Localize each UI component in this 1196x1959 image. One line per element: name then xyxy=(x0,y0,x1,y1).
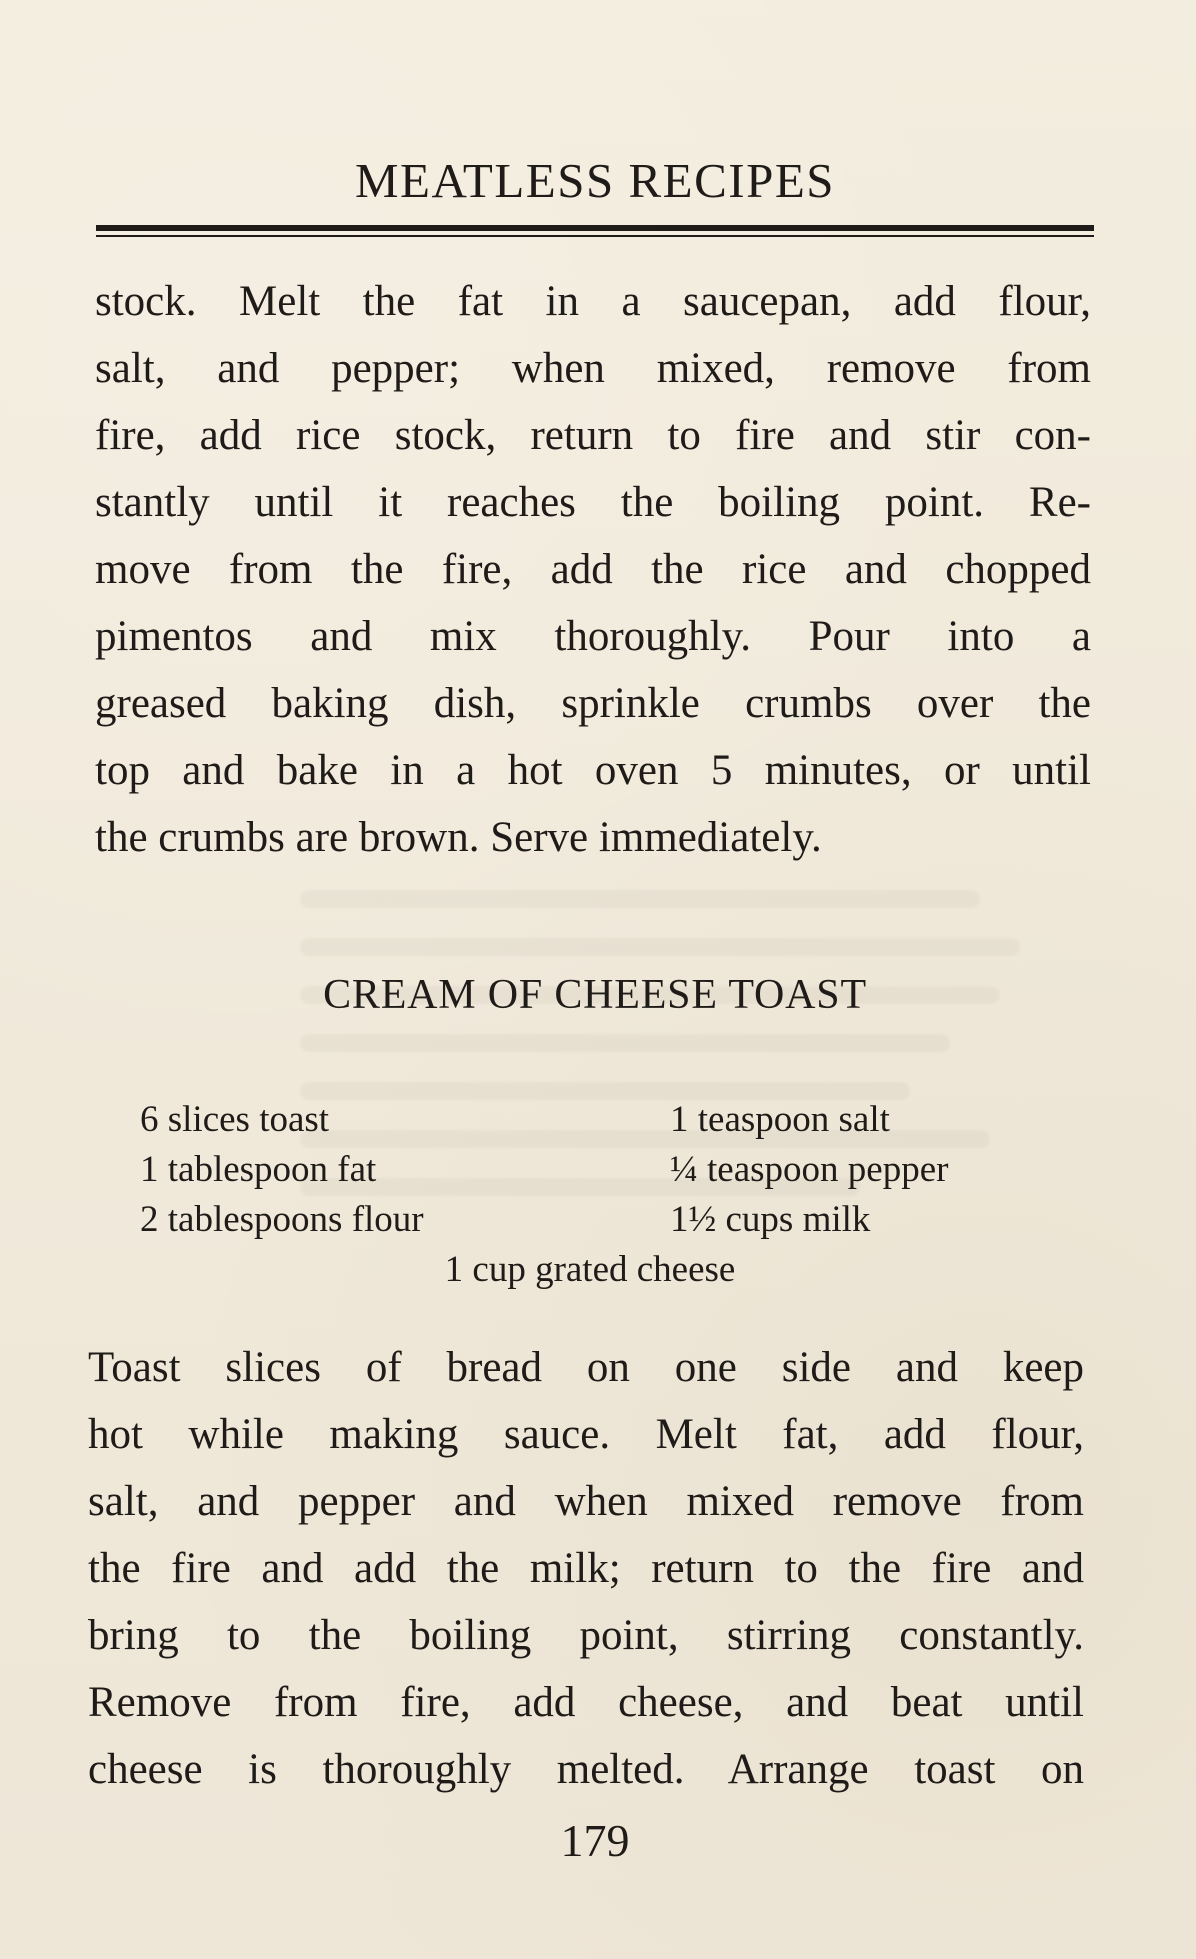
intro-line-7: greased baking dish, sprinkle crumbs over the xyxy=(95,680,1091,727)
header-rule-thick xyxy=(96,225,1094,231)
ingredient-pepper: ¼ teaspoon pepper xyxy=(670,1149,949,1190)
method-line-6: Remove from fire, add cheese, and beat until xyxy=(88,1679,1084,1726)
page-number: 179 xyxy=(560,1815,630,1866)
intro-line-6: pimentos and mix thoroughly. Pour into a xyxy=(95,613,1091,660)
method-line-1: Toast slices of bread on one side and keep xyxy=(88,1344,1084,1391)
ingredient-toast: 6 slices toast xyxy=(140,1099,330,1140)
running-header: MEATLESS RECIPES xyxy=(354,153,836,208)
intro-line-3: fire, add rice stock, return to fire and stir con- xyxy=(95,412,1091,459)
intro-paragraph xyxy=(95,268,1091,871)
method-line-5: bring to the boiling point, stirring constantly. xyxy=(88,1612,1084,1659)
ingredient-cheese: 1 cup grated cheese xyxy=(444,1249,736,1290)
intro-line-2: salt, and pepper; when mixed, remove from xyxy=(95,345,1091,392)
ingredients-list xyxy=(140,1095,1040,1295)
ingredient-flour: 2 tablespoons flour xyxy=(140,1199,424,1240)
method-line-2: hot while making sauce. Melt fat, add flour, xyxy=(88,1411,1084,1458)
method-paragraph xyxy=(88,1334,1084,1803)
header-rule xyxy=(96,225,1094,238)
intro-line-8: top and bake in a hot oven 5 minutes, or until xyxy=(95,747,1091,794)
ingredient-row-2 xyxy=(140,1145,1040,1195)
ingredient-row-1 xyxy=(140,1095,1040,1145)
intro-line-1: stock. Melt the fat in a saucepan, add flour, xyxy=(95,278,1091,325)
recipe-title: CREAM OF CHEESE TOAST xyxy=(323,972,867,1018)
intro-line-4: stantly until it reaches the boiling point. Re- xyxy=(95,479,1091,526)
method-line-3: salt, and pepper and when mixed remove from xyxy=(88,1478,1084,1525)
ingredient-salt: 1 teaspoon salt xyxy=(670,1099,890,1140)
ingredient-row-4 xyxy=(140,1245,1040,1295)
method-line-4: the fire and add the milk; return to the fire and xyxy=(88,1545,1084,1592)
intro-line-5: move from the fire, add the rice and chopped xyxy=(95,546,1091,593)
intro-line-9: the crumbs are brown. Serve immediately. xyxy=(95,814,822,861)
ingredient-milk: 1½ cups milk xyxy=(670,1199,871,1240)
ingredient-row-3 xyxy=(140,1195,1040,1245)
method-line-7: cheese is thoroughly melted. Arrange toast on xyxy=(88,1746,1084,1793)
header-rule-thin xyxy=(96,235,1094,237)
ingredient-fat: 1 tablespoon fat xyxy=(140,1149,377,1190)
